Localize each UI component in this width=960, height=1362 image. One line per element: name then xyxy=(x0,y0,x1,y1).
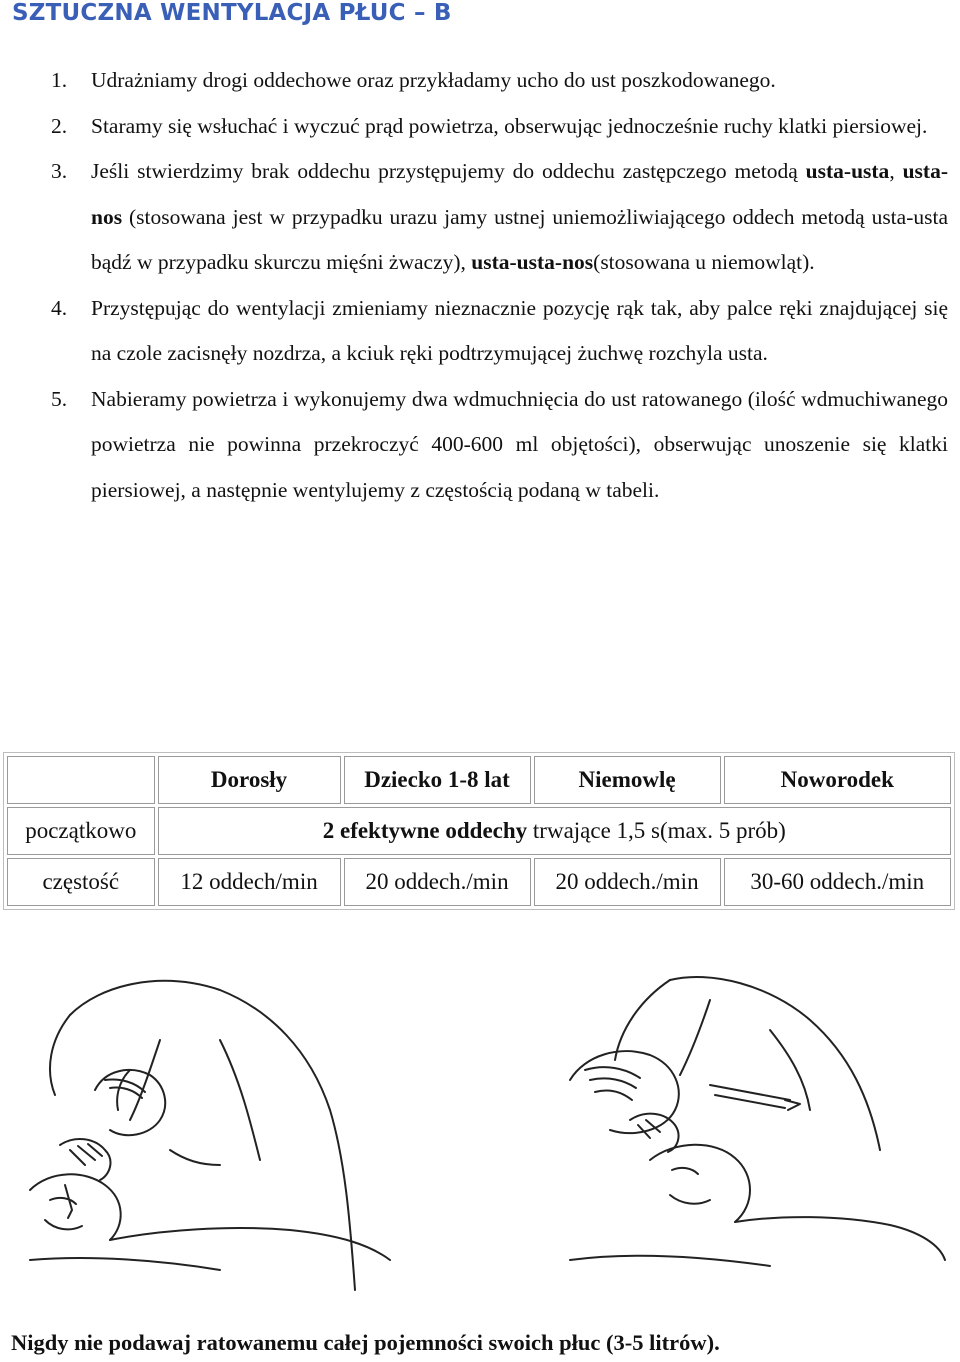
table-header-infant: Niemowlę xyxy=(534,756,721,804)
step-1 xyxy=(0,58,948,104)
step-text: (stosowana jest w przypadku urazu jamy ustnej uniemożliwiającego oddech metodą usta-usta bądź w przypadku skurczu mięśni żwaczy), xyxy=(91,204,948,274)
step-text: Nabieramy powietrza i wykonujemy dwa wdmuchnięcia do ust ratowanego (ilość wdmuchiwanego powietrza nie powinna przekroczyć 400-600 ml objętości), obserwując unoszenie się klatki piersiowej, a następnie wentylujemy z częstością podaną w tabeli. xyxy=(91,386,948,502)
ventilation-rate-table xyxy=(3,752,955,910)
row-label-initial: początkowo xyxy=(7,807,155,855)
step-number: 1. xyxy=(51,68,68,92)
table-header-child: Dziecko 1-8 lat xyxy=(344,756,531,804)
method-usta-usta-nos: usta-usta-nos xyxy=(471,250,594,274)
row-label-rate: częstość xyxy=(7,858,155,906)
left-illustration xyxy=(30,981,390,1290)
step-text: (stosowana u niemowląt). xyxy=(593,250,815,274)
rate-child: 20 oddech./min xyxy=(344,858,531,906)
method-usta-nos: usta-nos xyxy=(91,159,948,229)
steps-list xyxy=(0,58,948,513)
table-row xyxy=(7,807,951,855)
step-3 xyxy=(0,149,948,286)
initial-breaths-rest: trwające 1,5 s(max. 5 prób) xyxy=(527,818,786,843)
step-text: , xyxy=(889,159,903,183)
initial-breaths-bold: 2 efektywne oddechy xyxy=(322,818,528,843)
step-text: Jeśli stwierdzimy brak oddechu przystępujemy do oddechu zastępczego metodą xyxy=(91,159,806,183)
step-text: Staramy się wsłuchać i wyczuć prąd powietrza, obserwując jednocześnie ruchy klatki piersiowej. xyxy=(91,113,928,138)
method-usta-usta: usta-usta xyxy=(805,159,890,183)
table-header-empty xyxy=(7,756,155,804)
initial-breaths-cell xyxy=(158,807,951,855)
rate-newborn: 30-60 oddech./min xyxy=(724,858,951,906)
footer-warning: Nigdy nie podawaj ratowanemu całej pojemności swoich płuc (3-5 litrów). xyxy=(11,1330,720,1355)
table-header-row xyxy=(7,756,951,804)
rate-adult: 12 oddech/min xyxy=(158,858,341,906)
page-title: SZTUCZNA WENTYLACJA PŁUC – B xyxy=(12,0,452,26)
rate-infant: 20 oddech./min xyxy=(534,858,721,906)
step-text: Przystępując do wentylacji zmieniamy nieznacznie pozycję rąk tak, aby palce ręki znajdującej się na czole zacisnęły nozdrza, a kciuk ręki podtrzymującej żuchwę rozchyla usta. xyxy=(91,295,948,365)
step-text: Udrażniamy drogi oddechowe oraz przykładamy ucho do ust poszkodowanego. xyxy=(91,68,776,92)
rescue-breathing-illustration xyxy=(10,960,950,1310)
step-5 xyxy=(0,377,948,514)
right-illustration xyxy=(570,977,945,1266)
step-number: 5. xyxy=(51,386,68,411)
step-number: 2. xyxy=(51,113,68,138)
step-number: 4. xyxy=(51,295,68,320)
table-header-adult: Dorosły xyxy=(158,756,341,804)
step-4 xyxy=(0,286,948,377)
step-number: 3. xyxy=(51,159,68,183)
step-2 xyxy=(0,104,948,150)
table-row xyxy=(7,858,951,906)
table-header-newborn: Noworodek xyxy=(724,756,951,804)
